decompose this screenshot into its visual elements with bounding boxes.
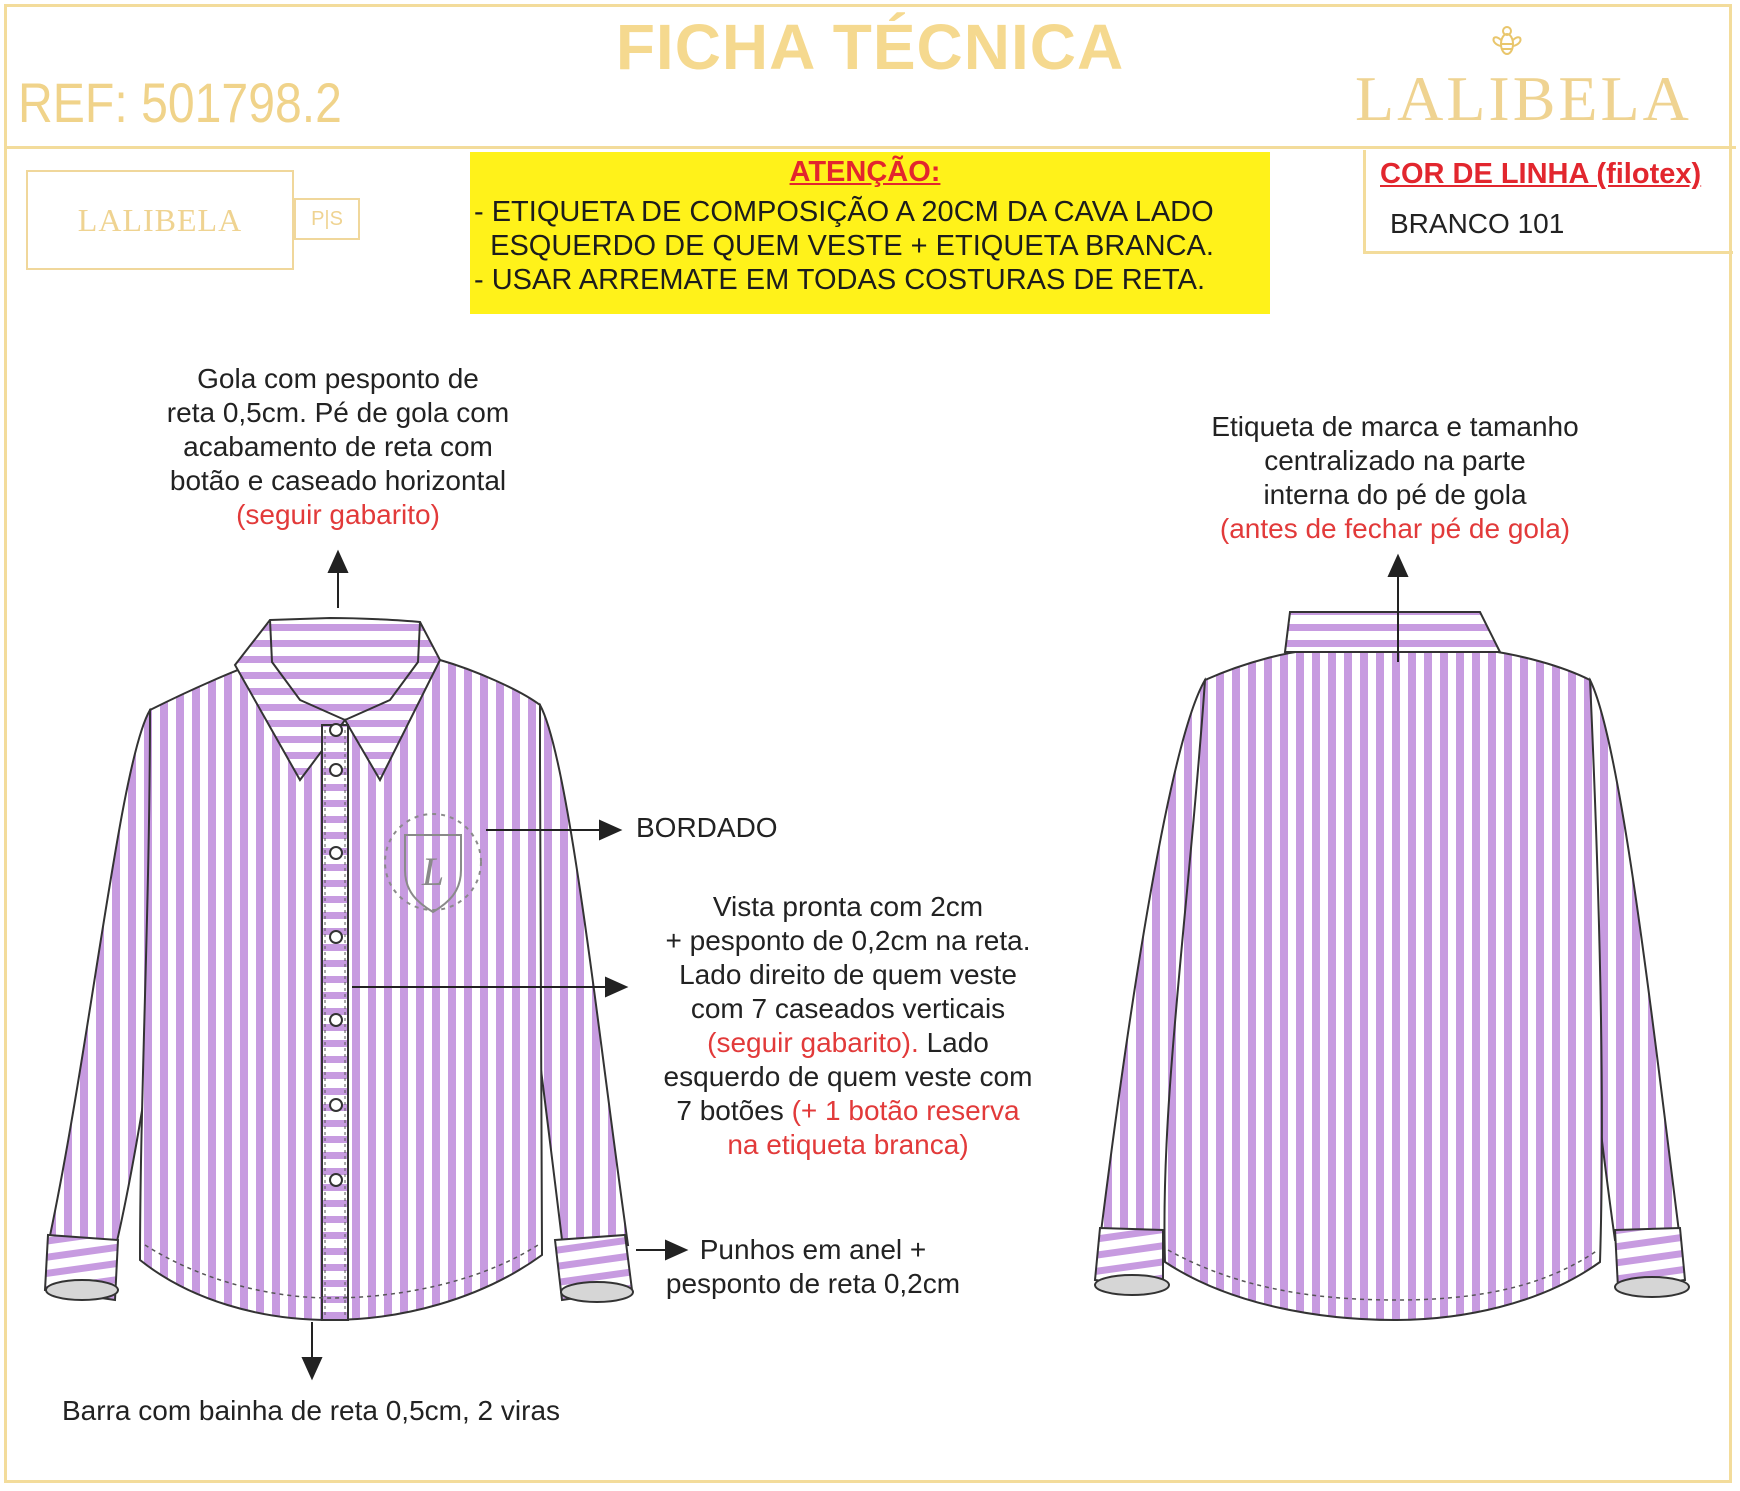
placket-note-line-6: esquerdo de quem veste com [663, 1061, 1033, 1092]
placket-note-line-4: com 7 caseados verticais [690, 993, 1006, 1024]
front-shirt-drawing [45, 618, 633, 1320]
size-tag: P|S [294, 198, 360, 240]
back-label-note-highlight: (antes de fechar pé de gola) [1219, 513, 1571, 544]
placket-note-line-2: + pesponto de 0,2cm na reta. [665, 925, 1031, 956]
collar-note-highlight: (seguir gabarito) [236, 499, 440, 530]
placket-note-line-1: Vista pronta com 2cm [712, 891, 984, 922]
attention-title: ATENÇÃO: [789, 156, 941, 188]
thread-color-title: COR DE LINHA (filotex) [1380, 158, 1702, 190]
back-label-note-line-3: interna do pé de gola [1263, 479, 1527, 510]
collar-note-line-2: reta 0,5cm. Pé de gola com [166, 397, 510, 428]
placket-note-line-5 [628, 1026, 1068, 1060]
attention-line-2: ESQUERDO DE QUEM VESTE + ETIQUETA BRANCA. [474, 230, 1214, 262]
cuffs-note [648, 1233, 978, 1301]
attention-line-1: - ETIQUETA DE COMPOSIÇÃO A 20CM DA CAVA LADO [474, 196, 1214, 228]
placket-note-line-8: na etiqueta branca) [727, 1129, 969, 1160]
back-label-note [1175, 410, 1615, 546]
placket-note [628, 890, 1068, 1162]
brand-logo: LALIBELA [1355, 63, 1692, 134]
label-brand-text: LALIBELA [77, 202, 243, 238]
reference-code: REF: 501798.2 [18, 71, 342, 134]
placket-note-highlight: (seguir gabarito). [707, 1027, 919, 1058]
cuffs-note-line-2: pesponto de reta 0,2cm [665, 1268, 961, 1299]
collar-note-line-1: Gola com pesponto de [197, 363, 479, 394]
placket-note-line-7 [628, 1094, 1068, 1128]
thread-color-value: BRANCO 101 [1390, 208, 1565, 239]
placket-note-continuation: Lado [926, 1027, 989, 1058]
collar-note-line-4: botão e caseado horizontal [169, 465, 507, 496]
collar-note [138, 362, 538, 532]
collar-note-line-3: acabamento de reta com [183, 431, 493, 462]
back-label-note-line-1: Etiqueta de marca e tamanho [1211, 411, 1579, 442]
hem-note: Barra com bainha de reta 0,5cm, 2 viras [62, 1395, 561, 1426]
svg-text:L: L [421, 849, 445, 894]
cuffs-note-line-1: Punhos em anel + [699, 1234, 927, 1265]
page-title: FICHA TÉCNICA [615, 11, 1125, 83]
placket-note-line-3: Lado direito de quem veste [679, 959, 1017, 990]
attention-line-3: - USAR ARREMATE EM TODAS COSTURAS DE RETA. [474, 264, 1206, 296]
placket-note-reserve: (+ 1 botão reserva [791, 1095, 1020, 1126]
placket-note-buttons: 7 botões [676, 1095, 784, 1126]
back-shirt-drawing [1095, 612, 1689, 1320]
embroidery-note: BORDADO [636, 812, 778, 843]
back-label-note-line-2: centralizado na parte [1264, 445, 1526, 476]
